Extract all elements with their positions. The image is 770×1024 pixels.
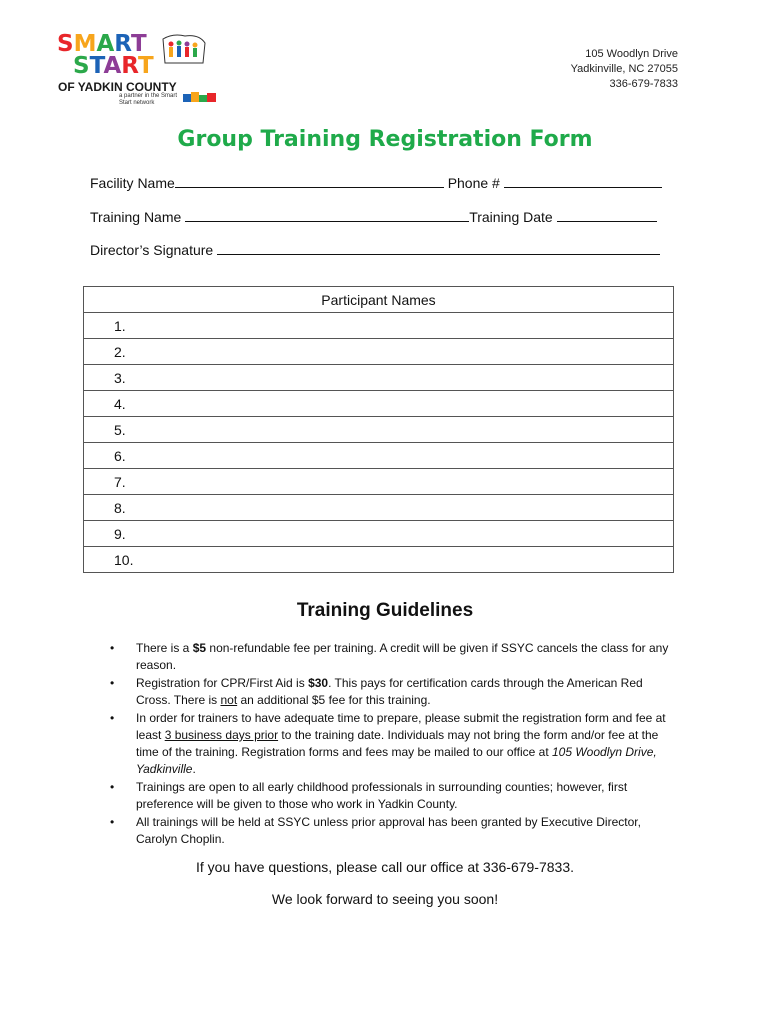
logo-letter: T — [137, 53, 154, 79]
address-street: 105 Woodlyn Drive — [585, 48, 678, 60]
facility-name-label: Facility Name — [90, 175, 175, 191]
logo-county-text: OF YADKIN COUNTY — [58, 80, 177, 94]
row-number: 5. — [114, 421, 126, 438]
row-number: 4. — [114, 395, 126, 412]
table-row[interactable] — [84, 391, 674, 417]
logo-letter: R — [121, 53, 138, 79]
table-header-row — [84, 287, 674, 313]
list-item: • Registration for CPR/First Aid is $30. This pays for certification cards through the American Red Cross. There is not an additional $5 fee for this training. — [110, 676, 643, 707]
table-row[interactable] — [84, 495, 674, 521]
row-number: 3. — [114, 369, 126, 386]
address-city: Yadkinville, NC 27055 — [570, 63, 678, 75]
row-number: 10. — [114, 551, 134, 568]
logo-letter: R — [114, 31, 131, 57]
smart-start-logo — [55, 33, 225, 107]
page-title: Group Training Registration Form — [177, 127, 593, 152]
children-icon — [159, 33, 207, 65]
logo-letter: A — [103, 53, 122, 79]
training-name-label: Training Name — [90, 209, 182, 225]
row-number: 1. — [114, 317, 126, 334]
logo-letter: M — [73, 31, 97, 57]
row-number: 6. — [114, 447, 126, 464]
phone-label: Phone # — [447, 175, 500, 191]
participants-table — [83, 286, 674, 573]
table-row[interactable] — [84, 443, 674, 469]
table-row[interactable] — [84, 313, 674, 339]
table-row[interactable] — [84, 469, 674, 495]
facility-phone-row — [90, 173, 662, 191]
participants-header: Participant Names — [84, 287, 674, 313]
signature-field[interactable] — [217, 240, 660, 255]
table-row[interactable] — [84, 521, 674, 547]
logo-letter: S — [73, 53, 90, 79]
bullet-icon: • — [110, 676, 115, 690]
bullet-icon: • — [110, 641, 115, 655]
list-item: • There is a $5 non-refundable fee per training. A credit will be given if SSYC cancels the class for any reason. — [110, 641, 669, 672]
row-number: 7. — [114, 473, 126, 490]
row-number: 8. — [114, 499, 126, 516]
address-phone: 336-679-7833 — [609, 78, 678, 90]
questions-text: If you have questions, please call our office at 336-679-7833. — [196, 859, 574, 875]
logo-partner-text: a partner in the Smart Start network — [119, 93, 178, 106]
row-number: 9. — [114, 525, 126, 542]
guidelines-title: Training Guidelines — [296, 600, 474, 621]
bullet-icon: • — [110, 780, 115, 794]
office-address — [571, 47, 678, 92]
row-number: 2. — [114, 343, 126, 360]
logo-start-text — [73, 55, 154, 78]
closing-text: We look forward to seeing you soon! — [271, 891, 499, 907]
list-item: • All trainings will be held at SSYC unless prior approval has been granted by Executive Director, Carolyn Choplin. — [110, 815, 641, 846]
training-row — [90, 207, 657, 225]
bullet-icon: • — [110, 711, 115, 725]
table-row[interactable] — [84, 339, 674, 365]
bullet-icon: • — [110, 815, 115, 829]
guidelines-list — [110, 640, 676, 849]
facility-name-field[interactable] — [175, 173, 444, 188]
signature-label: Director’s Signature — [90, 242, 214, 258]
table-row[interactable] — [84, 417, 674, 443]
logo-letter: T — [89, 53, 104, 79]
list-item: • In order for trainers to have adequate time to prepare, please submit the registration form and fee at least 3 business days prior to the training date. Individuals may not bring the form and/or fee at the time of the training. Registration forms and fees may be mailed to our office at 105 Woodlyn Drive, Yadkinville. — [110, 711, 666, 776]
table-row[interactable] — [84, 365, 674, 391]
logo-letter: S — [57, 31, 74, 57]
logo-letter: A — [96, 31, 115, 57]
list-item: • Trainings are open to all early childhood professionals in surrounding counties; however, first preference will be given to those who work in Yadkin County. — [110, 780, 628, 811]
training-date-field[interactable] — [557, 207, 657, 222]
phone-field[interactable] — [504, 173, 662, 188]
logo-letter: T — [130, 31, 147, 57]
training-name-field[interactable] — [185, 207, 469, 222]
signature-row — [90, 240, 660, 258]
training-date-label: Training Date — [469, 209, 553, 225]
table-row[interactable] — [84, 547, 674, 573]
blocks-icon — [183, 90, 219, 104]
